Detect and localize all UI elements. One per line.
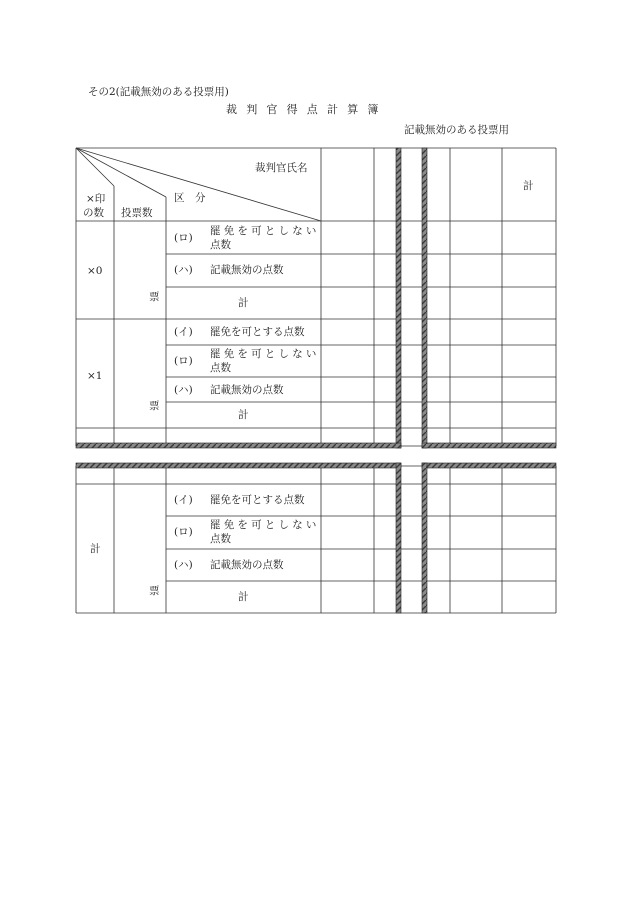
total-row-ro-line2: 点数: [210, 533, 231, 545]
section-total-mark: 計: [90, 543, 101, 555]
x0-row-ha-prefix: (ハ): [174, 264, 193, 276]
x1-row-ro-line1: 罷免を可としない: [210, 348, 320, 360]
section-x1-unit: 票: [149, 400, 160, 412]
section-x0-mark: ×0: [87, 265, 103, 277]
x1-row-ro-line2: 点数: [210, 362, 231, 374]
lower-table-lines: [76, 466, 556, 613]
x1-row-i-line1: 罷免を可とする点数: [210, 326, 305, 338]
x1-row-ro-prefix: (ロ): [174, 355, 193, 367]
vote-count-label: 投票数: [121, 207, 153, 219]
form-title: 裁判官得点計算簿: [226, 103, 388, 116]
total-row-ha-prefix: (ハ): [174, 559, 193, 571]
x0-total-label: 計: [238, 297, 249, 309]
x1-total-label: 計: [238, 409, 249, 421]
section-x0-unit: 票: [149, 291, 160, 303]
x1-row-ha-prefix: (ハ): [174, 384, 193, 396]
marks-label: ×印: [86, 193, 106, 205]
upper-table-lines: [76, 148, 556, 446]
section-total-unit: 票: [149, 585, 160, 597]
judge-name-label: 裁判官氏名: [255, 162, 308, 174]
total-row-ro-line1: 罷免を可としない: [210, 519, 320, 531]
category-label: 区 分: [174, 192, 206, 204]
section-x1-mark: ×1: [87, 370, 103, 382]
total-row-ha-line1: 記載無効の点数: [210, 559, 284, 571]
x0-row-ro-line2: 点数: [210, 239, 231, 251]
total-row-i-prefix: (イ): [174, 494, 193, 506]
form-subtitle: その2(記載無効のある投票用): [88, 86, 229, 98]
x0-row-ro-prefix: (ロ): [174, 232, 193, 244]
x0-row-ha-line1: 記載無効の点数: [210, 264, 284, 276]
x1-row-ha-line1: 記載無効の点数: [210, 384, 284, 396]
total-row-ro-prefix: (ロ): [174, 526, 193, 538]
total-total-label: 計: [238, 591, 249, 603]
x0-row-ro-line1: 罷免を可としない: [210, 225, 320, 237]
form-right-title: 記載無効のある投票用: [404, 124, 509, 136]
marks-count-label: の数: [83, 207, 104, 219]
x1-row-i-prefix: (イ): [174, 326, 193, 338]
header-total-label: 計: [523, 180, 534, 192]
total-row-i-line1: 罷免を可とする点数: [210, 494, 305, 506]
